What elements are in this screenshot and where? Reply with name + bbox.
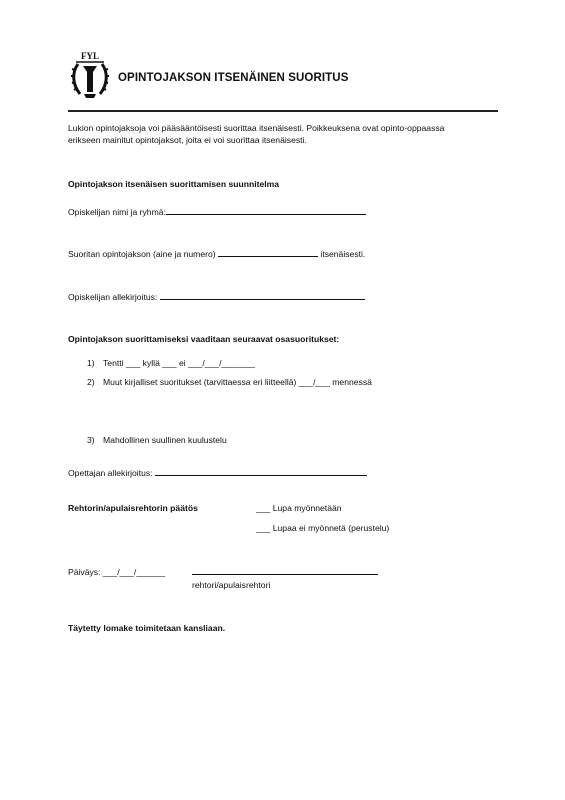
course-label: Suoritan opintojakson (aine ja numero) [68, 249, 219, 259]
requirements-heading: Opintojakson suorittamiseksi vaaditaan seuraavat osasuoritukset: [68, 334, 340, 344]
option-denied[interactable]: ___ Lupaa ei myönnetä (perustelu) [256, 523, 390, 533]
student-signature-row [68, 290, 365, 303]
date-field[interactable]: Päiväys: ___/___/______ [68, 567, 165, 577]
intro-line-2: erikseen mainitut opintojaksot, joita ei voi suorittaa itsenäisesti. [68, 135, 307, 145]
principal-signature-line[interactable] [192, 574, 378, 575]
teacher-signature-row [68, 466, 367, 479]
header-divider [68, 110, 498, 112]
student-name-field[interactable] [166, 205, 366, 215]
plan-heading: Opintojakson itsenäisen suorittamisen suunnitelma [68, 179, 280, 189]
student-name-row [68, 205, 366, 218]
principal-signature-caption: rehtori/apulaisrehtori [192, 580, 271, 590]
requirement-text: Muut kirjalliset suoritukset (tarvittaessa eri liitteellä) ___/___ mennessä [103, 377, 372, 387]
requirement-item [87, 376, 372, 388]
intro-line-1: Lukion opintojaksoja voi pääsääntöisesti suorittaa itsenäisesti. Poikkeuksena ovat opinto-oppaassa [68, 123, 445, 133]
footer-note: Täytetty lomake toimitetaan kansliaan. [68, 623, 226, 633]
requirement-number: 2) [87, 377, 95, 387]
page-title: OPINTOJAKSON ITSENÄINEN SUORITUS [118, 72, 349, 84]
course-field[interactable] [218, 247, 318, 257]
requirement-number: 1) [87, 358, 95, 368]
student-name-label: Opiskelijan nimi ja ryhmä: [68, 207, 166, 217]
requirement-item [87, 357, 255, 369]
requirement-text: Mahdollinen suullinen kuulustelu [103, 435, 227, 445]
fyl-emblem-icon [70, 50, 110, 102]
course-suffix: itsenäisesti. [318, 249, 366, 259]
intro-text [68, 122, 500, 146]
teacher-signature-label: Opettajan allekirjoitus: [68, 468, 155, 478]
student-signature-label: Opiskelijan allekirjoitus: [68, 292, 160, 302]
school-logo [70, 50, 110, 102]
student-signature-field[interactable] [160, 290, 365, 300]
requirement-number: 3) [87, 435, 95, 445]
option-granted[interactable]: ___ Lupa myönnetään [256, 503, 342, 513]
teacher-signature-field[interactable] [155, 466, 367, 476]
requirement-item [87, 434, 227, 446]
course-row [68, 247, 365, 260]
decision-heading: Rehtorin/apulaisrehtorin päätös [68, 503, 198, 513]
logo-text: FYL [81, 51, 99, 61]
requirement-text: Tentti ___ kyllä ___ ei ___/___/_______ [103, 358, 255, 368]
